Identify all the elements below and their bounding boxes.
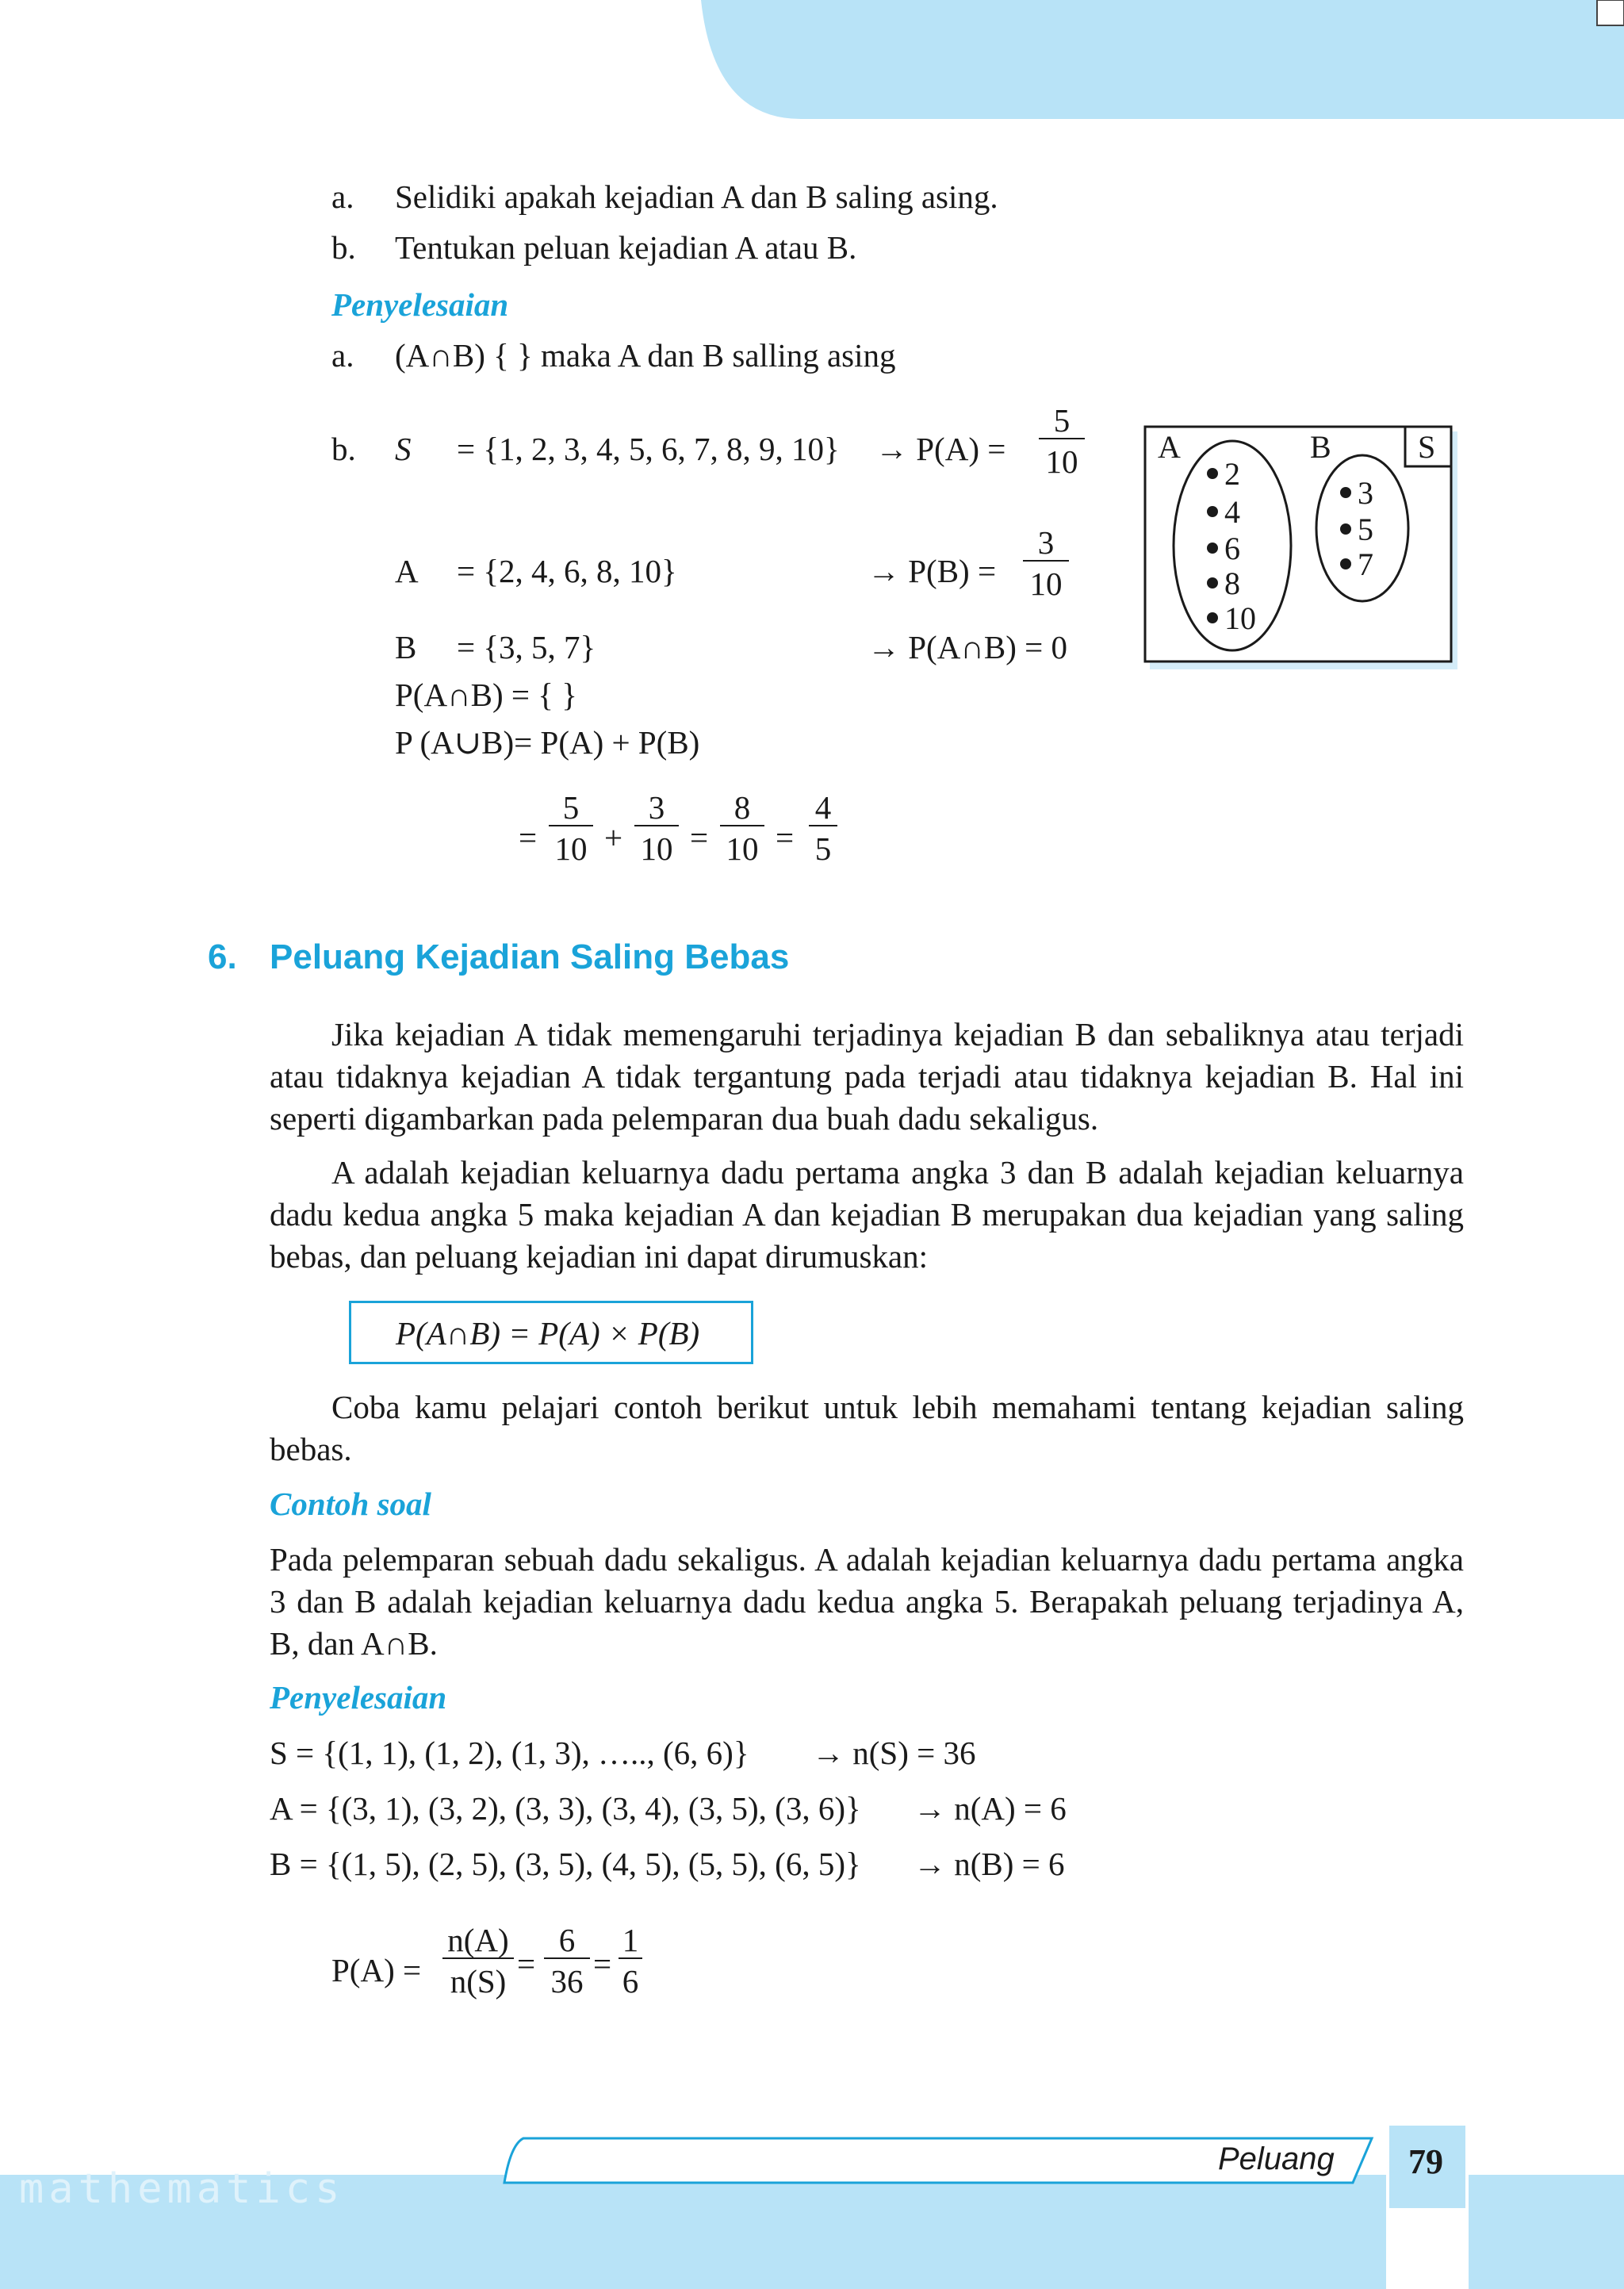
prob-b-label: → P(B) =: [868, 553, 997, 589]
venn-a-element: 8: [1224, 566, 1240, 601]
set-b-label: B: [395, 629, 417, 665]
venn-label-a: A: [1158, 429, 1181, 465]
venn-b-element: 7: [1358, 546, 1373, 582]
venn-diagram: [1142, 424, 1459, 671]
prob-intersection-label: → P(A∩B) = 0: [868, 629, 1068, 665]
venn-b-dot: [1340, 487, 1351, 498]
venn-a-dot: [1207, 612, 1218, 623]
venn-label-s: S: [1418, 429, 1436, 465]
example-solution-heading: Penyelesaian: [270, 1679, 447, 1716]
venn-a-element: 2: [1224, 456, 1240, 492]
question-b-text: Tentukan peluan kejadian A atau B.: [395, 229, 857, 266]
event-a-line: A = {(3, 1), (3, 2), (3, 3), (3, 4), (3, 5), (3, 6)}: [270, 1790, 861, 1827]
prob-b-fraction: $\frac{3}{10}$: [1023, 525, 1069, 601]
venn-b-element: 5: [1358, 512, 1373, 547]
sum-fraction-3: $\frac{8}{10}$: [720, 790, 764, 866]
venn-b-dot: [1340, 523, 1351, 535]
header-decoration: [0, 0, 1624, 127]
venn-a-element: 10: [1224, 600, 1256, 636]
sample-space-line: S = {(1, 1), (1, 2), (1, 3), ….., (6, 6)}: [270, 1735, 749, 1771]
formula-box: [349, 1301, 753, 1364]
prob-a-fraction-6-36: $\frac{6}{36}$: [544, 1923, 590, 1999]
sample-space-count: → n(S) = 36: [812, 1735, 976, 1771]
footer-watermark: mathematics: [19, 2165, 345, 2213]
example-text: Pada pelemparan sebuah dadu sekaligus. A adalah kejadian keluarnya dadu pertama angka 3 dan B adalah kejadian keluarnya dadu kedua angka 5. Berapakah peluang terjadinya A, B, dan A∩B.: [270, 1541, 1464, 1662]
section-paragraph-3: Coba kamu pelajari contoh berikut untuk lebih memahami tentang kejadian saling bebas.: [270, 1389, 1464, 1467]
prob-a-fraction-nA-nS: $\frac{n(A)}{n(S)}$: [442, 1923, 514, 1999]
set-s-label: S: [395, 431, 412, 467]
intersection-line: P(A∩B) = { }: [395, 677, 577, 713]
sum-fraction-2: $\frac{3}{10}$: [634, 790, 679, 866]
event-b-count: → n(B) = 6: [914, 1846, 1065, 1882]
set-a-label: A: [395, 553, 419, 589]
prob-a-formula-label: P(A) =: [331, 1952, 422, 1988]
example-equals-2: =: [593, 1946, 612, 1982]
sum-fraction-4: $\frac{4}{5}$: [809, 790, 837, 866]
example-equals-1: =: [517, 1946, 536, 1982]
question-b-number: b.: [331, 229, 356, 266]
set-s-value: = {1, 2, 3, 4, 5, 6, 7, 8, 9, 10}: [457, 431, 840, 467]
section-paragraph-1: Jika kejadian A tidak memengaruhi terjadinya kejadian B dan sebaliknya atau terjadi atau tidaknya kejadian A tidak tergantung pada terjadi atau tidaknya kejadian B. Hal ini seperti digambarkan pada pelemparan dua buah dadu sekaligus.: [270, 1016, 1464, 1137]
prob-a-fraction-1-6: $\frac{1}{6}$: [619, 1923, 642, 1999]
formula-text: P(A∩B) = P(A) × P(B): [396, 1315, 700, 1352]
venn-b-element: 3: [1358, 475, 1373, 511]
footer-chapter-name: Peluang: [1218, 2141, 1335, 2176]
solution-b-number: b.: [331, 431, 356, 467]
question-a-text: Selidiki apakah kejadian A dan B saling asing.: [395, 178, 998, 215]
venn-shapes: [1142, 424, 1459, 671]
venn-a-dot: [1207, 468, 1218, 479]
solution-a-number: a.: [331, 337, 354, 374]
sum-equals-1: =: [519, 819, 538, 856]
prob-a-label: → P(A) =: [875, 431, 1006, 467]
venn-a-dot: [1207, 577, 1218, 589]
section-title: Peluang Kejadian Saling Bebas: [270, 937, 790, 976]
venn-a-element: 4: [1224, 494, 1240, 530]
sum-equals-3: =: [776, 819, 795, 856]
event-a-count: → n(A) = 6: [914, 1790, 1067, 1827]
prob-a-fraction: $\frac{5}{10}$: [1039, 403, 1085, 479]
sum-equals-2: =: [690, 819, 709, 856]
page-number: 79: [1408, 2142, 1443, 2181]
solution-heading: Penyelesaian: [331, 286, 509, 323]
set-a-value: = {2, 4, 6, 8, 10}: [457, 553, 677, 589]
question-a-number: a.: [331, 178, 354, 215]
section-paragraph-2: A adalah kejadian keluarnya dadu pertama angka 3 dan B adalah kejadian keluarnya dadu kedua angka 5 maka kejadian A dan kejadian B merupakan dua kejadian yang saling bebas, dan peluang kejadian ini dapat dirumuskan:: [270, 1154, 1464, 1275]
venn-b-dot: [1340, 558, 1351, 569]
sum-plus: +: [604, 819, 623, 856]
union-line: P (A∪B)= P(A) + P(B): [395, 724, 700, 761]
venn-a-element: 6: [1224, 531, 1240, 566]
set-b-value: = {3, 5, 7}: [457, 629, 596, 665]
venn-a-dot: [1207, 543, 1218, 554]
sum-fraction-1: $\frac{5}{10}$: [549, 790, 593, 866]
section-number: 6.: [208, 937, 237, 976]
example-heading: Contoh soal: [270, 1486, 431, 1522]
solution-a-text: (A∩B) { } maka A dan B salling asing: [395, 337, 896, 374]
venn-label-b: B: [1310, 429, 1331, 465]
event-b-line: B = {(1, 5), (2, 5), (3, 5), (4, 5), (5, 5), (6, 5)}: [270, 1846, 861, 1882]
venn-a-dot: [1207, 506, 1218, 517]
